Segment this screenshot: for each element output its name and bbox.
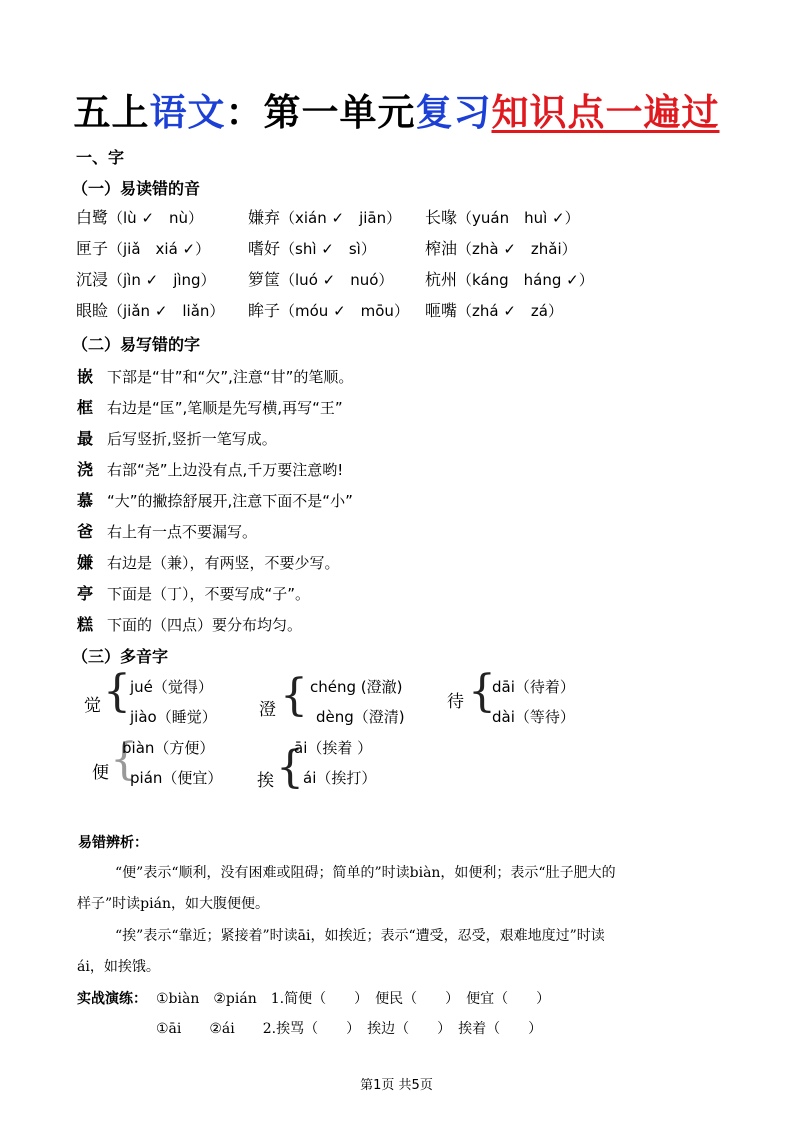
polyphone-reading: ái（挨打） <box>303 769 377 787</box>
pinyin: （káng háng ✓） <box>457 271 594 289</box>
page-title <box>0 82 793 136</box>
analysis-paragraph: 样子”时读pián，如大腹便便。 <box>77 896 269 912</box>
word: 杭州 <box>425 270 458 289</box>
subheading-pronunciation: （一）易读错的音 <box>72 179 201 198</box>
word: 眼睑 <box>76 301 109 320</box>
title-part-2: 语文 <box>149 91 226 134</box>
rule-text: 右部“尧”上边没有点,千万要注意哟! <box>107 461 344 479</box>
polyphone-reading: dāi（待着） <box>492 678 575 696</box>
word: 嗜好 <box>248 239 281 258</box>
brace-icon: { <box>110 734 138 785</box>
word: 长喙 <box>425 208 458 227</box>
writing-rule <box>77 519 257 542</box>
rule-character: 糕 <box>77 615 94 634</box>
writing-rule <box>77 426 277 449</box>
rule-text: 右边是“匡”,笔顺是先写横,再写“王” <box>107 399 343 417</box>
pinyin: （jìn ✓ jìng） <box>108 271 216 289</box>
pinyin: （yuán huì ✓） <box>457 209 580 227</box>
word: 匣子 <box>76 239 109 258</box>
word: 沉浸 <box>76 270 109 289</box>
pronunciation-item <box>248 205 401 228</box>
analysis-heading: 易错辨析： <box>78 835 148 851</box>
practice-line: ①āi ②ái 2.挨骂（ ） 挨边（ ） 挨着（ ） <box>156 1021 543 1037</box>
rule-text: 下面的（四点）要分布均匀。 <box>107 616 303 634</box>
polyphone-reading: chéng (澄澈) <box>310 678 403 696</box>
polyphone-reading: pián（便宜） <box>130 769 223 787</box>
polyphone-reading: jiào（睡觉） <box>130 708 217 726</box>
pinyin: （zhà ✓ zhǎi） <box>457 240 577 258</box>
polyphone-char: 觉 <box>84 696 101 716</box>
word: 榨油 <box>425 239 458 258</box>
word: 白鹭 <box>76 208 109 227</box>
pinyin: （luó ✓ nuó） <box>280 271 394 289</box>
polyphone-reading: biàn（方便） <box>122 739 215 757</box>
polyphone-reading: dèng（澄清) <box>316 708 405 726</box>
rule-character: 嵌 <box>77 367 94 386</box>
practice-label: 实战演练： <box>77 991 147 1007</box>
writing-rule <box>77 581 310 604</box>
title-part-4: 复习 <box>415 91 492 134</box>
rule-character: 框 <box>77 398 94 417</box>
pinyin: （móu ✓ mōu） <box>280 302 409 320</box>
writing-rule <box>77 550 340 573</box>
rule-character: 浇 <box>77 460 94 479</box>
polyphone-reading: jué（觉得） <box>130 678 213 696</box>
brace-icon: { <box>280 670 308 721</box>
title-part-1: 五上 <box>73 91 150 134</box>
word: 箩筐 <box>248 270 281 289</box>
rule-text: 下部是“甘”和“欠”,注意“甘”的笔顺。 <box>107 368 354 386</box>
writing-rule <box>77 364 353 387</box>
pinyin: （shì ✓ sì） <box>280 240 376 258</box>
analysis-paragraph: ái，如挨饿。 <box>77 959 160 975</box>
practice-line: ①biàn ②pián 1.简便（ ） 便民（ ） 便宜（ ） <box>156 991 551 1007</box>
polyphone-reading: āi（挨着 ） <box>294 739 373 757</box>
rule-text: 右上有一点不要漏写。 <box>107 523 258 541</box>
pronunciation-item <box>248 298 409 321</box>
rule-text: “大”的撇捺舒展开,注意下面不是“小” <box>107 492 353 510</box>
polyphone-char: 澄 <box>259 700 276 720</box>
rule-text: 后写竖折,竖折一笔写成。 <box>107 430 277 448</box>
pronunciation-item <box>425 205 580 228</box>
pinyin: （jiǎ xiá ✓） <box>108 240 211 258</box>
section-heading-characters: 一、字 <box>76 148 125 167</box>
pinyin: （zhá ✓ zá） <box>457 302 563 320</box>
brace-icon: { <box>468 666 496 717</box>
brace-icon: { <box>276 742 304 793</box>
brace-icon: { <box>103 666 131 717</box>
pronunciation-item <box>248 267 393 290</box>
pronunciation-item <box>425 298 563 321</box>
pinyin: （xián ✓ jiān） <box>280 209 402 227</box>
word: 嫌弃 <box>248 208 281 227</box>
pinyin: （jiǎn ✓ liǎn） <box>108 302 225 320</box>
rule-character: 嫌 <box>77 553 94 572</box>
pronunciation-item <box>76 267 216 290</box>
pronunciation-item <box>76 205 203 228</box>
word: 咂嘴 <box>425 301 458 320</box>
rule-character: 最 <box>77 429 94 448</box>
pronunciation-item <box>76 298 224 321</box>
subheading-writing: （二）易写错的字 <box>72 335 201 354</box>
writing-rule <box>77 612 302 635</box>
title-part-5: 知识点一遍过 <box>491 91 720 134</box>
polyphone-char: 待 <box>447 692 464 712</box>
rule-character: 慕 <box>77 491 94 510</box>
pronunciation-item <box>425 267 594 290</box>
writing-rule <box>77 488 353 511</box>
rule-text: 右边是（兼），有两竖，不要少写。 <box>107 554 340 572</box>
subheading-polyphones: （三）多音字 <box>72 647 169 666</box>
page-footer: 第1页 共5页 <box>360 1078 433 1093</box>
pronunciation-item <box>248 236 376 259</box>
title-part-3: ：第一单元 <box>225 91 416 134</box>
rule-text: 下面是（丁），不要写成“子”。 <box>107 585 311 603</box>
polyphone-char: 便 <box>92 763 109 783</box>
rule-character: 爸 <box>77 522 94 541</box>
polyphone-reading: dài（等待） <box>492 708 575 726</box>
analysis-paragraph: “挨”表示“靠近；紧接着”时读āi，如挨近；表示“遭受，忍受，艰难地度过”时读 <box>115 928 605 944</box>
writing-rule <box>77 457 343 480</box>
polyphone-char: 挨 <box>257 771 274 791</box>
word: 眸子 <box>248 301 281 320</box>
pronunciation-item <box>76 236 210 259</box>
rule-character: 亭 <box>77 584 94 603</box>
pinyin: （lù ✓ nù） <box>108 209 204 227</box>
analysis-paragraph: “便”表示“顺利，没有困难或阻碍；简单的”时读biàn，如便利；表示“肚子肥大的 <box>115 865 616 881</box>
writing-rule <box>77 395 343 418</box>
pronunciation-item <box>425 236 577 259</box>
